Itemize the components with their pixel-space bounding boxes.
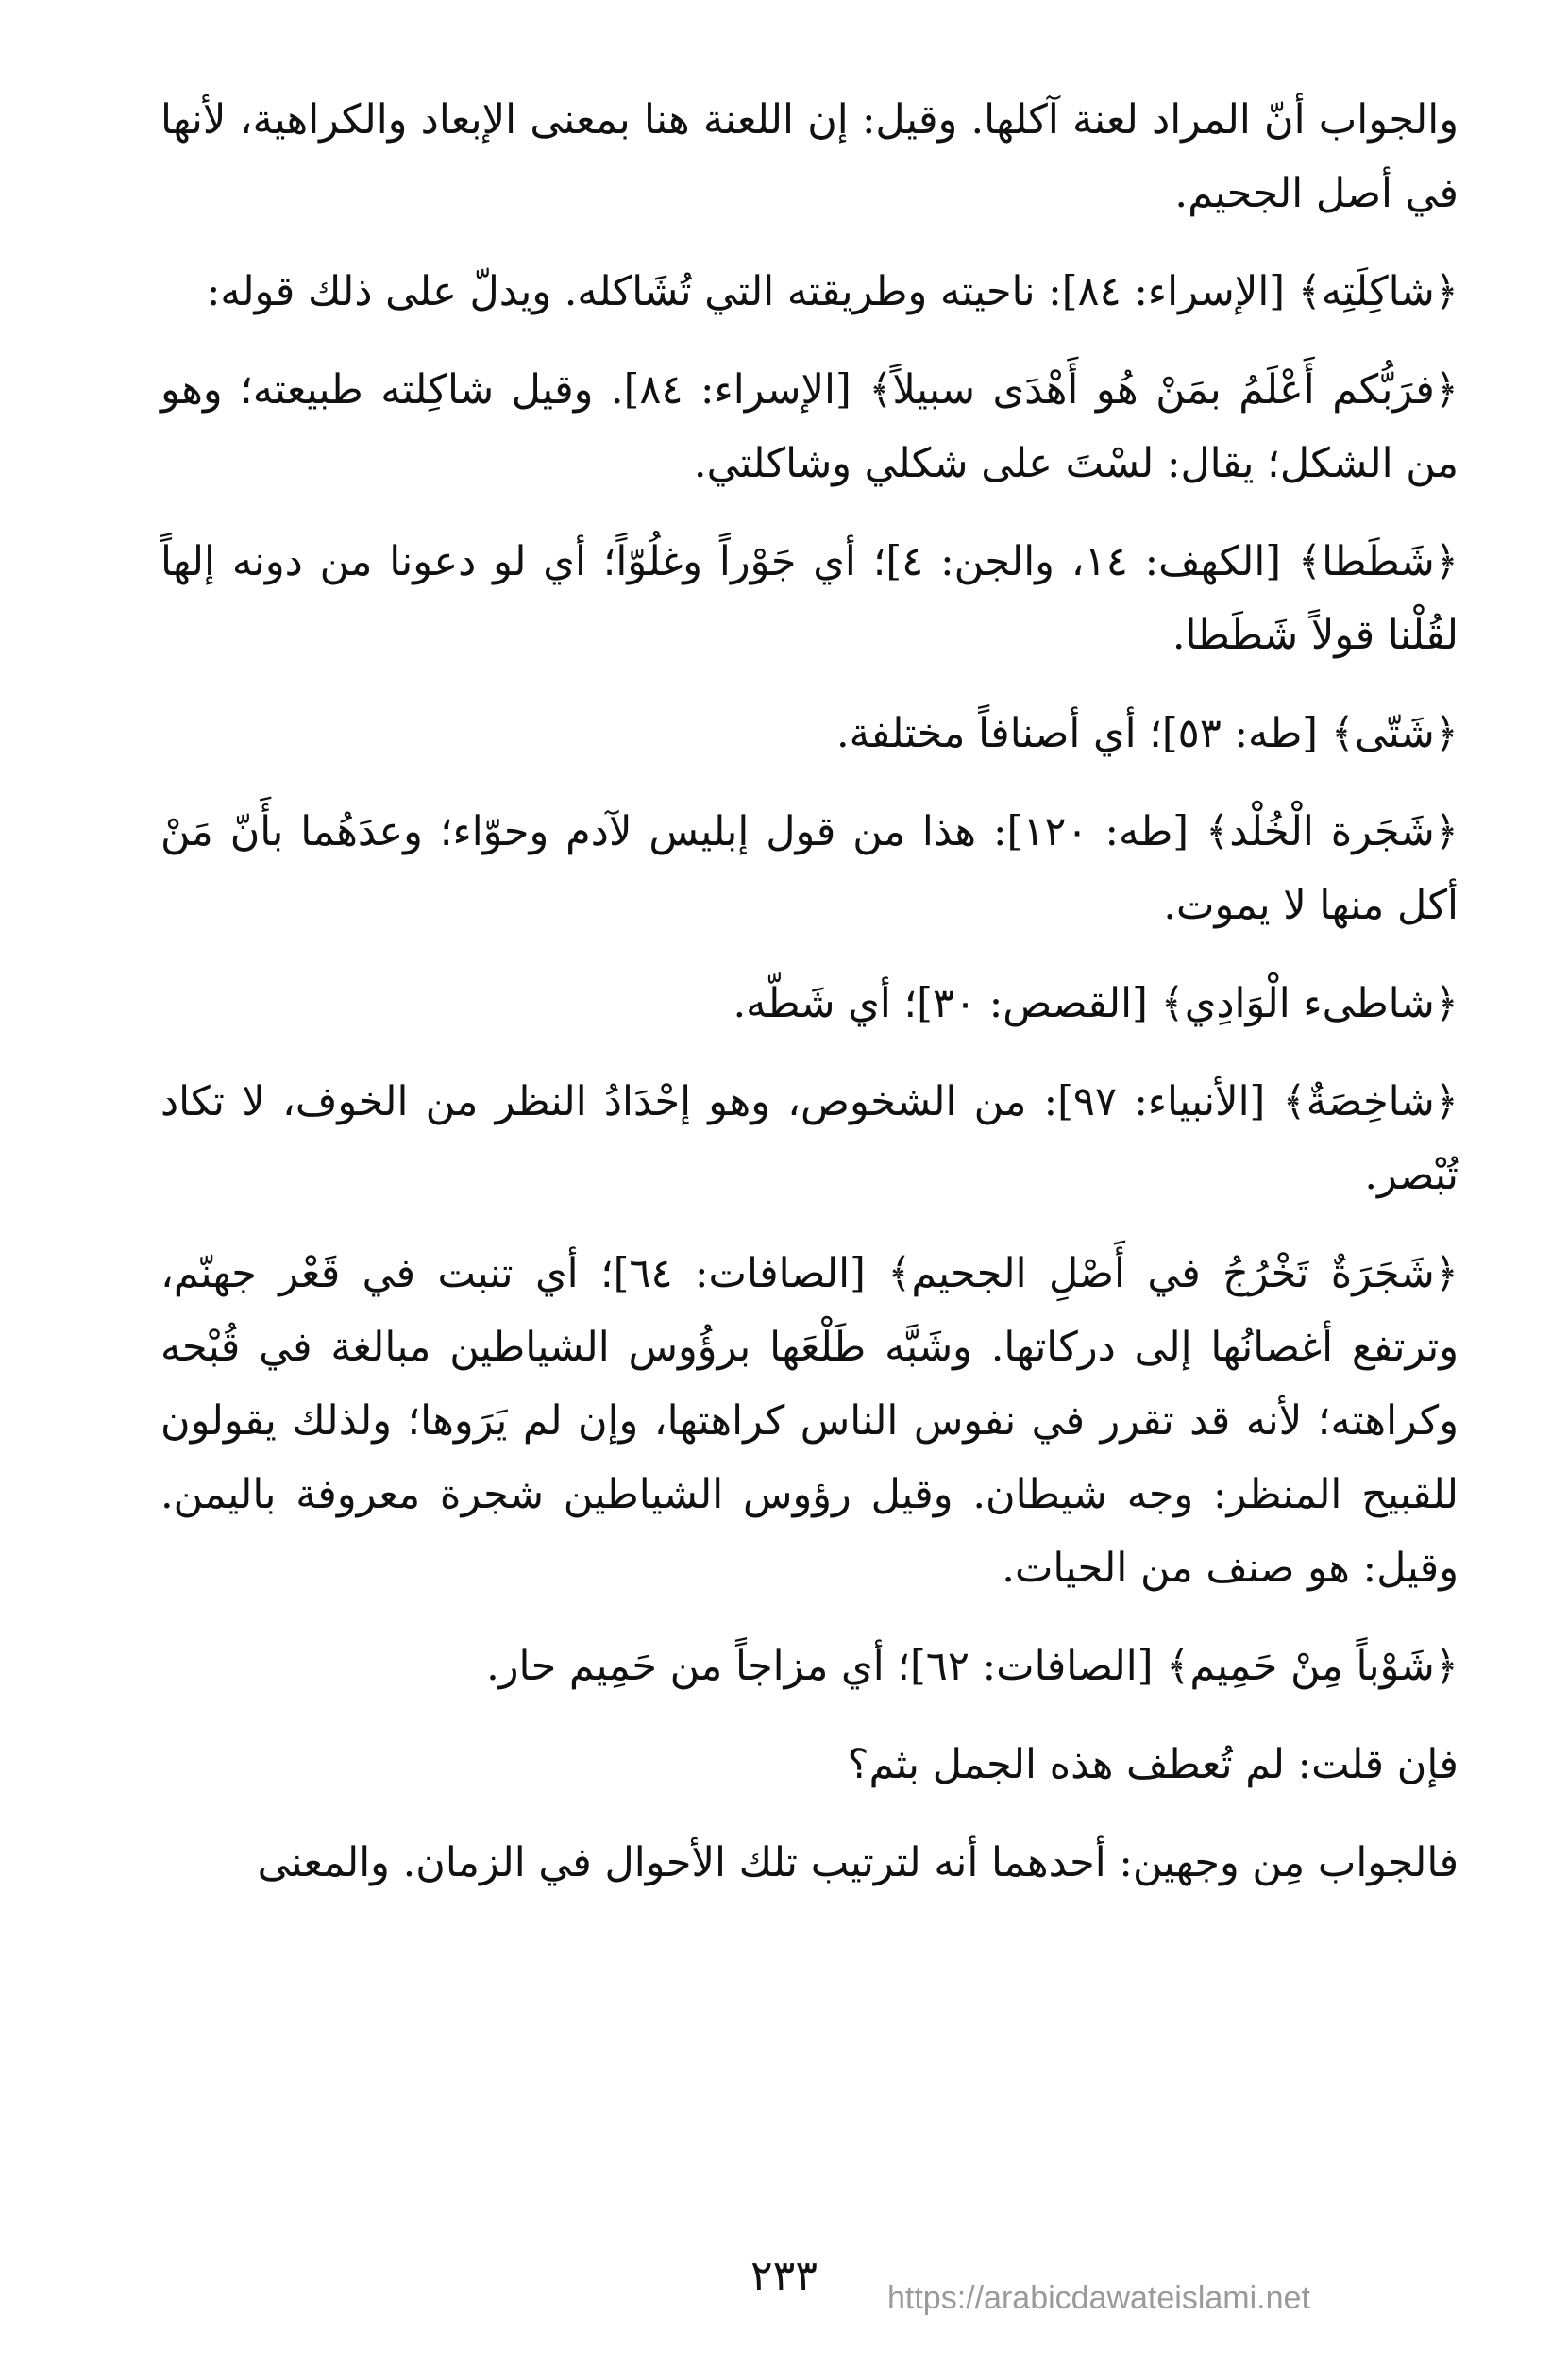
- page-number: ٢٣٣: [750, 2252, 818, 2300]
- paragraph-5: ﴿شَتّى﴾ [طه: ٥٣]؛ أي أصنافاً مختلفة.: [835, 710, 1458, 757]
- paragraph-11: فإن قلت: لم تُعطف هذه الجمل بثم؟: [847, 1741, 1458, 1788]
- page-body: [160, 83, 1458, 1924]
- paragraph-2: ﴿شاكِلَتِه﴾ [الإسراء: ٨٤]: ناحيته وطريقته التي تُشَاكله. ويدلّ على ذلك قوله:: [206, 268, 1458, 315]
- paragraph-8: ﴿شاخِصَةٌ﴾ [الأنبياء: ٩٧]: من الشخوص، وهو إحْدَادُ النظر من الخوف، لا تكاد تُبْصر.: [160, 1078, 1458, 1199]
- paragraph-1: والجواب أنّ المراد لعنة آكلها. وقيل: إن اللعنة هنا بمعنى الإبعاد والكراهية، لأنها في أصل الجحيم.: [160, 96, 1458, 217]
- paragraph-4: ﴿شَطَطا﴾ [الكهف: ١٤، والجن: ٤]؛ أي جَوْراً وغلُوّاً؛ أي لو دعونا من دونه إلهاً لقُلْنا قولاً شَطَطا.: [160, 538, 1458, 659]
- watermark-url: https://arabicdawateislami.net: [887, 2280, 1310, 2316]
- paragraph-3: ﴿فرَبُّكم أَعْلَمُ بمَنْ هُو أَهْدَى سبيلاً﴾ [الإسراء: ٨٤]. وقيل شاكِلته طبيعته؛ وهو من الشكل؛ يقال: لسْتَ على شكلي وشاكلتي.: [160, 366, 1458, 487]
- paragraph-10: ﴿شَوْباً مِنْ حَمِيم﴾ [الصافات: ٦٢]؛ أي مزاجاً من حَمِيم حار.: [486, 1643, 1458, 1690]
- paragraph-9: ﴿شَجَرَةٌ تَخْرُجُ في أَصْلِ الجحيم﴾ [الصافات: ٦٤]؛ أي تنبت في قَعْر جهنّم، وترتفع أغصانُها إلى دركاتها. وشَبَّه طَلْعَها برؤُوس الشياطين مبالغة في قُبْحه وكراهته؛ لأنه قد تقرر في نفوس الناس كراهتها، وإن لم يَرَوها؛ ولذلك يقولون للقبيح المنظر: وجه شيطان. وقيل رؤوس الشياطين شجرة معروفة باليمن. وقيل: هو صنف من الحيات.: [160, 1250, 1458, 1592]
- paragraph-12: فالجواب مِن وجهين: أحدهما أنه لترتيب تلك الأحوال في الزمان. والمعنى: [257, 1839, 1458, 1886]
- paragraph-6: ﴿شَجَرة الْخُلْد﴾ [طه: ١٢٠]: هذا من قول إبليس لآدم وحوّاء؛ وعدَهُما بأَنّ مَنْ أكل منها لا يموت.: [160, 808, 1458, 929]
- paragraph-7: ﴿شاطىء الْوَادِي﴾ [القصص: ٣٠]؛ أي شَطّه.: [733, 980, 1458, 1027]
